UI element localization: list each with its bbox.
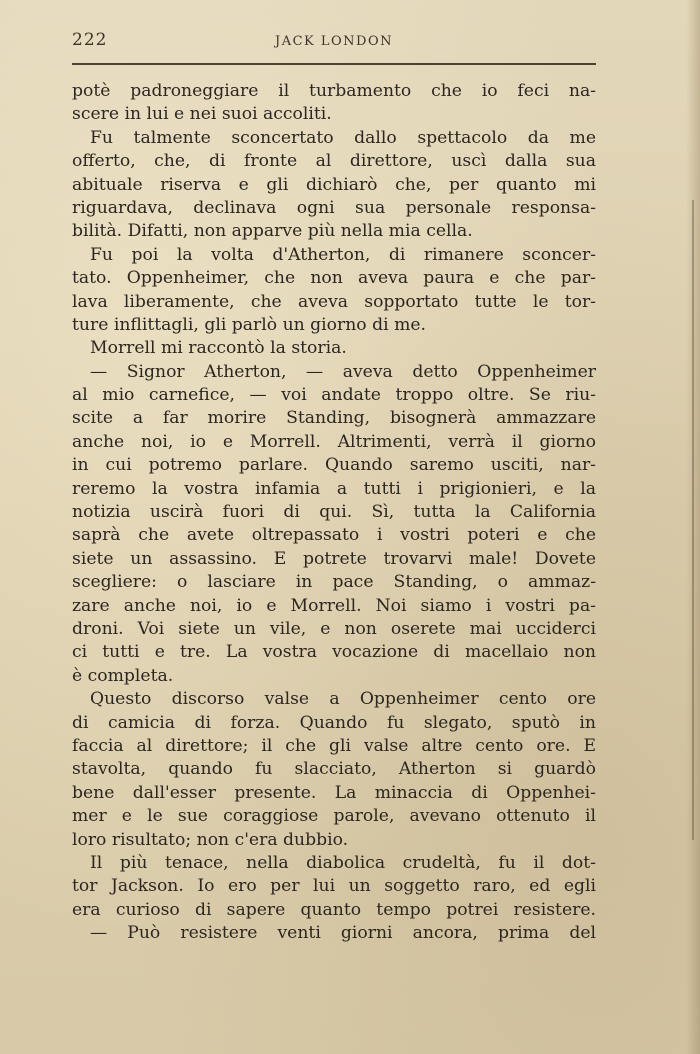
text-line: anche noi, io e Morrell. Altrimenti, verrà il giorno — [72, 431, 596, 452]
text-line: mer e le sue coraggiose parole, avevano ottenuto il — [72, 806, 596, 827]
text-line: stavolta, quando fu slacciato, Atherton si guardò — [72, 759, 596, 780]
text-line: in cui potremo parlare. Quando saremo usciti, nar- — [72, 455, 596, 476]
page-header — [72, 30, 596, 56]
text-line: Il più tenace, nella diabolica crudeltà, fu il dot- — [90, 852, 596, 873]
text-line: ture inflittagli, gli parlò un giorno di me. — [72, 314, 427, 335]
text-line: al mio carnefice, — voi andate troppo oltre. Se riu- — [72, 385, 596, 406]
text-line: tor Jackson. Io ero per lui un soggetto raro, ed egli — [72, 876, 596, 897]
text-line: saprà che avete oltrepassato i vostri poteri e che — [72, 525, 596, 546]
text-line: Questo discorso valse a Oppenheimer cento ore — [90, 689, 596, 710]
binding-line — [692, 200, 694, 840]
text-line: Fu poi la volta d'Atherton, di rimanere sconcer- — [90, 244, 596, 265]
text-line: era curioso di sapere quanto tempo potrei resistere. — [72, 899, 596, 920]
text-line: faccia al direttore; il che gli valse altre cento ore. E — [72, 735, 596, 756]
text-line: Fu talmente sconcertato dallo spettacolo da me — [90, 127, 596, 148]
body-text — [72, 80, 596, 945]
text-line: offerto, che, di fronte al direttore, uscì dalla sua — [72, 151, 596, 172]
text-line: bilità. Difatti, non apparve più nella mia cella. — [72, 221, 473, 242]
page-number: 222 — [72, 30, 108, 50]
text-line: siete un assassino. E potrete trovarvi male! Dovete — [72, 548, 596, 569]
text-line: ci tutti e tre. La vostra vocazione di macellaio non — [72, 642, 596, 663]
text-line: abituale riserva e gli dichiarò che, per quanto mi — [72, 174, 596, 195]
text-line: reremo la vostra infamia a tutti i prigionieri, e la — [72, 478, 596, 499]
text-line: scere in lui e nei suoi accoliti. — [72, 104, 332, 125]
text-line: Morrell mi raccontò la storia. — [90, 338, 347, 359]
text-line: loro risultato; non c'era dubbio. — [72, 829, 349, 850]
text-line: zare anche noi, io e Morrell. Noi siamo i vostri pa- — [72, 595, 596, 616]
text-line: tato. Oppenheimer, che non aveva paura e che par- — [72, 268, 596, 289]
text-line: potè padroneggiare il turbamento che io feci na- — [72, 81, 596, 101]
text-line: — Signor Atherton, — aveva detto Oppenheimer — [90, 361, 596, 382]
text-line: droni. Voi siete un vile, e non oserete mai ucciderci — [72, 618, 596, 639]
text-line: scite a far morire Standing, bisognerà ammazzare — [72, 408, 596, 429]
header-rule — [72, 63, 596, 65]
text-line: — Può resistere venti giorni ancora, prima del — [90, 923, 596, 944]
text-line: è completa. — [72, 665, 174, 686]
text-line: scegliere: o lasciare in pace Standing, o ammaz- — [72, 572, 596, 593]
text-line: di camicia di forza. Quando fu slegato, sputò in — [72, 712, 596, 733]
text-line: notizia uscirà fuori di qui. Sì, tutta la California — [72, 502, 596, 523]
text-line: riguardava, declinava ogni sua personale responsa- — [72, 197, 596, 218]
text-line: bene dall'esser presente. La minaccia di Oppenhei- — [72, 782, 596, 803]
text-line: lava liberamente, che aveva sopportato tutte le tor- — [72, 291, 596, 312]
running-head: JACK LONDON — [274, 34, 393, 49]
